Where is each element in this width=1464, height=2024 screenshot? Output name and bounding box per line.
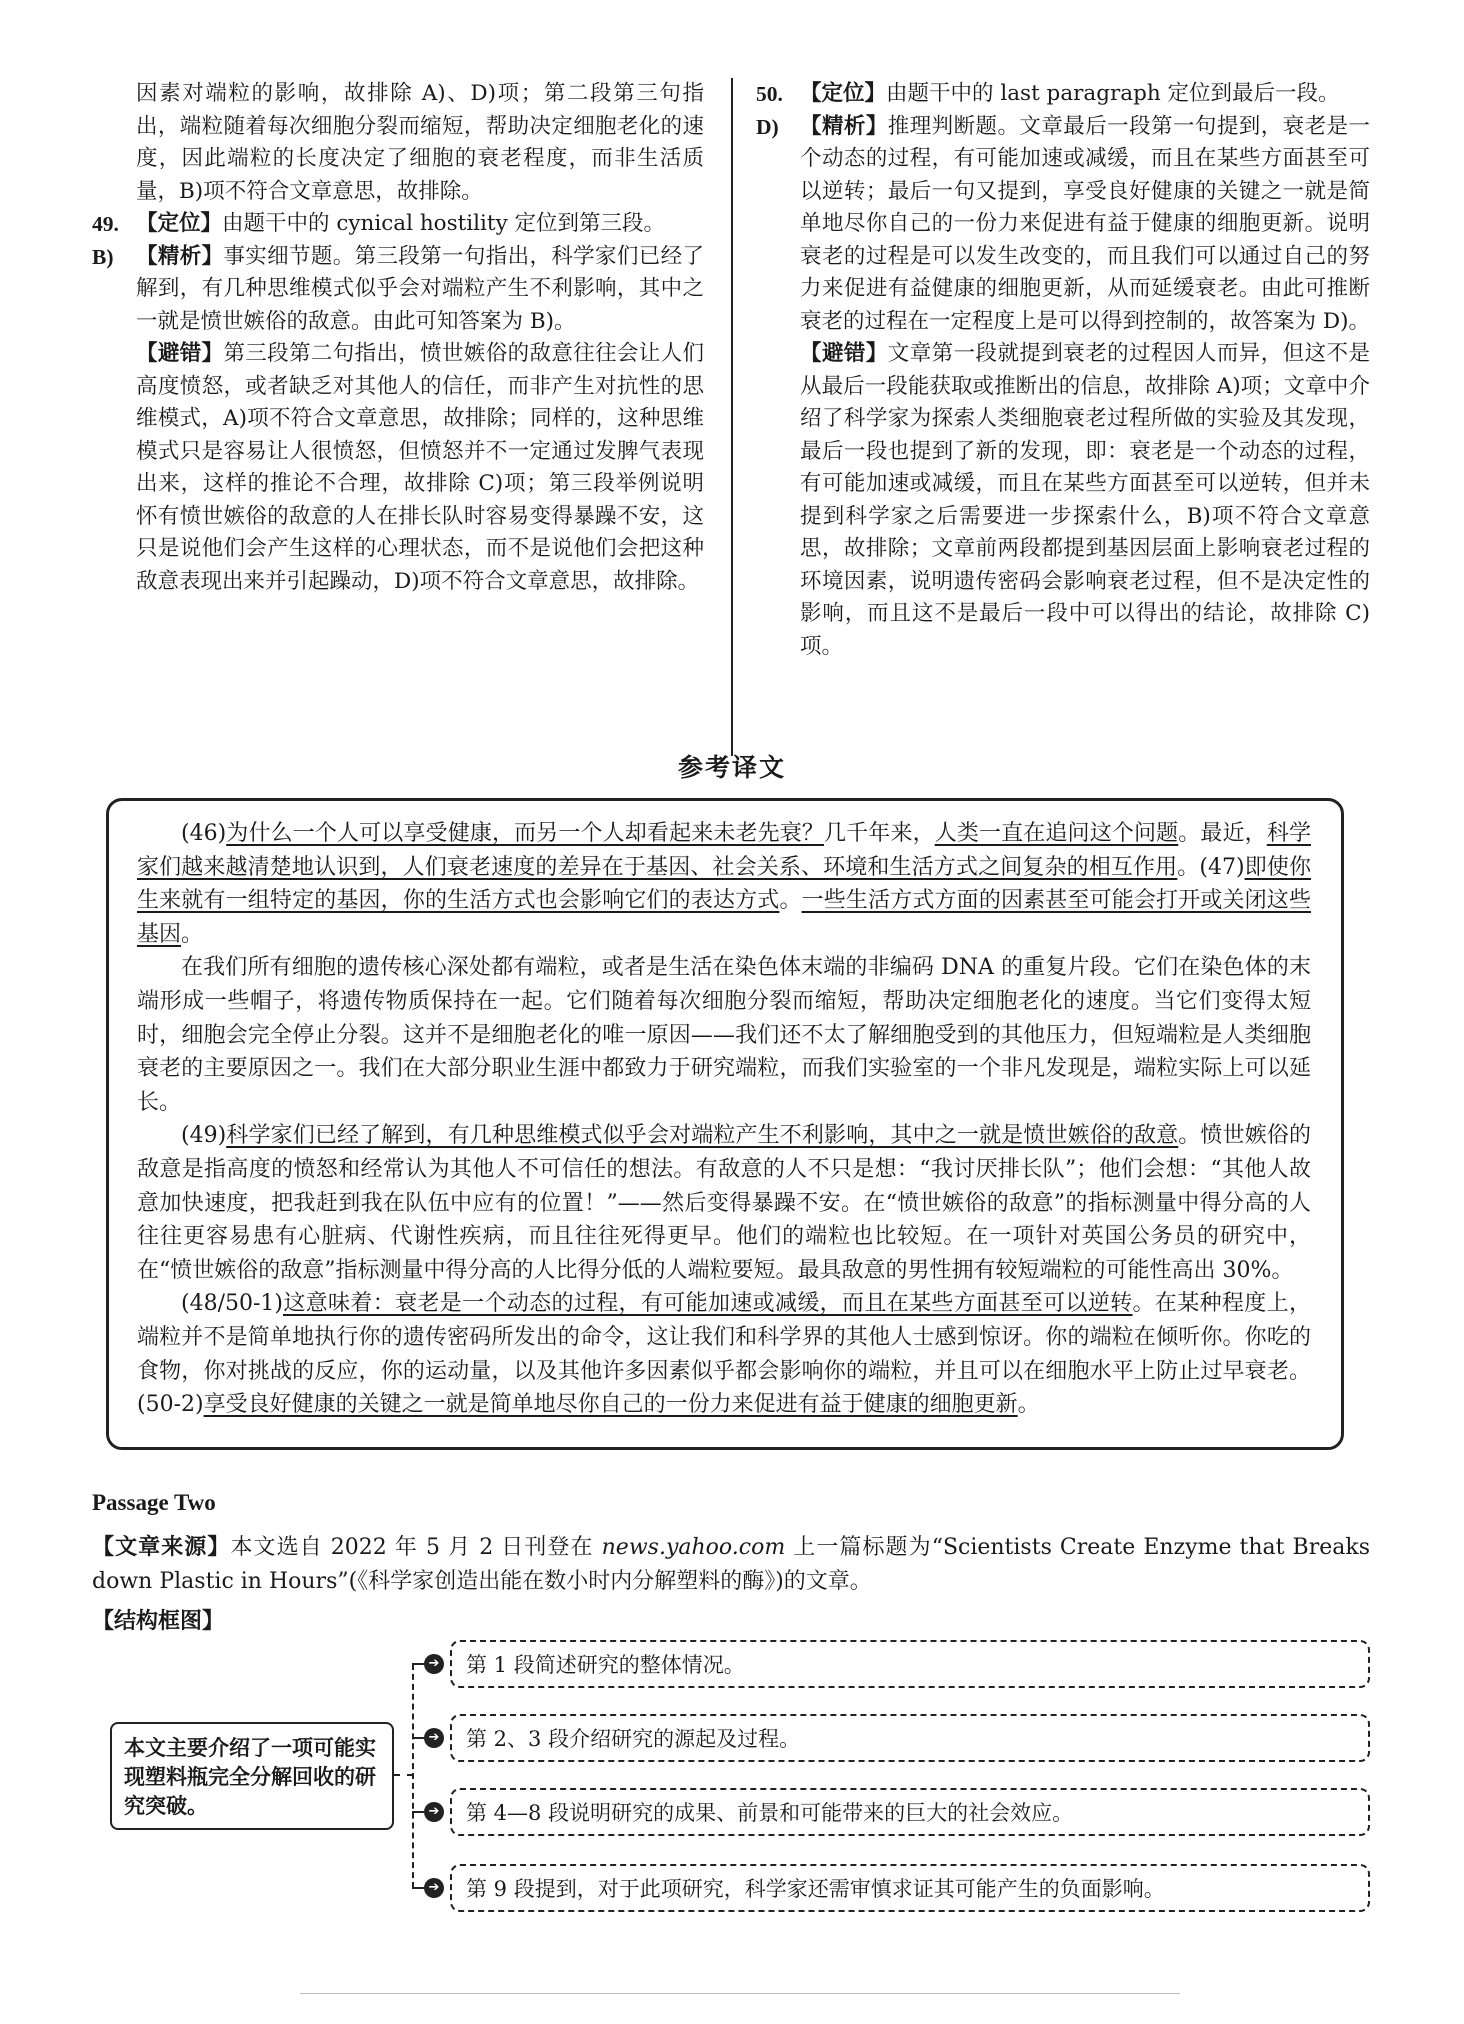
analysis-text: 事实细节题。第三段第一句指出，科学家们已经了解到，有几种思维模式似乎会对端粒产生不利影响，其中之一就是愤世嫉俗的敌意。由此可知答案为 B)。 (136, 243, 704, 334)
question-marker: (48/50-1) (181, 1291, 283, 1317)
answer-letter: D) (756, 114, 779, 139)
connector-horizontal (394, 1774, 413, 1776)
locate-tag: 【定位】 (136, 211, 223, 236)
source-tag: 【文章来源】 (92, 1534, 231, 1560)
left-column (92, 78, 704, 598)
question-number: 49. (92, 212, 119, 236)
question-marker: (46) (181, 821, 227, 846)
question-number: 50. (756, 82, 783, 106)
analysis-tag: 【精析】 (800, 113, 888, 139)
q49-analysis (92, 241, 704, 339)
underlined-answer: 为什么一个人可以享受健康，而另一个人却看起来未老先衰？ (226, 821, 825, 846)
text-segment: 。最近， (1178, 821, 1267, 846)
text-segment: 。在某种程度上，端粒并不是简单地执行你的遗传密码所发出的命令，这让我们和科学界的其他人士感到惊讶。你的端粒在倾听你。你吃的食物，你对挑战的反应，你的运动量，以及其他许多因素似乎都会影响你的端粒，并且可以在细胞水平上防止过早衰老。(50-2) (137, 1291, 1311, 1418)
analysis-tag: 【精析】 (136, 243, 224, 269)
underlined-answer: 一些生活方式方面的因素甚至可能会打开或关闭这些基因 (137, 888, 1311, 947)
underlined-answer: 科学家们越来越清楚地认识到，人们衰老速度的差异在于基因、社会关系、环境和生活方式之间复杂的相互作用 (137, 821, 1311, 880)
q50-locate (756, 78, 1370, 111)
question-marker: (49) (181, 1123, 227, 1149)
text-segment: 。愤世嫉俗的敌意是指高度的愤怒和经常认为其他人不可信任的想法。有敌意的人不只是想：“我讨厌排长队”；他们会想：“其他人故意加快速度，把我赶到我在队伍中应有的位置！”——然后变得暴躁不安。在“愤世嫉俗的敌意”的指标测量中得分高的人往往更容易患有心脏病、代谢性疾病，而且往往死得更早。他们的端粒也比较短。在一项针对英国公务员的研究中，在“愤世嫉俗的敌意”指标测量中得分高的人比得分低的人端粒要短。最具敌意的男性拥有较短端粒的可能性高出 30%。 (137, 1123, 1311, 1283)
arrow-icon: ➔ (412, 1802, 450, 1822)
footer-rule (300, 1993, 1180, 1994)
structure-branch-3 (412, 1786, 1370, 1838)
q50-avoid (756, 338, 1370, 663)
translation-paragraph-4 (137, 1287, 1311, 1421)
arrow-icon: ➔ (412, 1728, 450, 1748)
text-segment: 。 (181, 921, 204, 947)
text-segment: 。(47) (1177, 854, 1245, 880)
locate-text: 由题干中的 cynical hostility 定位到第三段。 (222, 211, 666, 236)
source-text: 本文选自 2022 年 5 月 2 日刊登在 (230, 1535, 602, 1560)
text-segment: 。 (779, 888, 802, 914)
source-site: news.yahoo.com (601, 1535, 786, 1560)
branch-box: 第 4—8 段说明研究的成果、前景和可能带来的巨大的社会效应。 (450, 1788, 1370, 1836)
underlined-answer: 即使你生来就有一组特定的基因，你的生活方式也会影响它们的表达方式 (137, 854, 1311, 914)
translation-paragraph-2: 在我们所有细胞的遗传核心深处都有端粒，或者是生活在染色体末端的非编码 DNA 的重复片段。它们在染色体的末端形成一些帽子，将遗传物质保持在一起。它们随着每次细胞分裂而缩短，帮助决定细胞老化的速度。当它们变得太短时，细胞会完全停止分裂。这并不是细胞老化的唯一原因——我们还不太了解细胞受到的其他压力，但短端粒是人类细胞衰老的主要原因之一。我们在大部分职业生涯中都致力于研究端粒，而我们实验室的一个非凡发现是，端粒实际上可以延长。 (137, 955, 1311, 1115)
branch-box: 第 1 段简述研究的整体情况。 (450, 1640, 1370, 1688)
structure-branch-4 (412, 1862, 1370, 1914)
structure-heading: 【结构框图】 (92, 1608, 225, 1634)
underlined-answer: 这意味着：衰老是一个动态的过程，有可能加速或减缓，而且在某些方面甚至可以逆转 (283, 1291, 1133, 1317)
translation-title: 参考译文 (677, 753, 786, 782)
locate-tag: 【定位】 (800, 81, 887, 106)
branch-box: 第 9 段提到，对于此项研究，科学家还需审慎求证其可能产生的负面影响。 (450, 1864, 1370, 1912)
arrow-icon: ➔ (412, 1878, 450, 1898)
passage-two-title: Passage Two (92, 1490, 216, 1515)
structure-branch-2 (412, 1712, 1370, 1764)
source-text: 上一篇标题为“Scientists Create Enzyme that Breaks down Plastic in Hours”(《科学家创造出能在数小时内分解塑料的酶》)的文章。 (92, 1535, 1371, 1594)
q49-avoid (92, 338, 704, 598)
connector-vertical (412, 1664, 414, 1888)
branch-box: 第 2、3 段介绍研究的源起及过程。 (450, 1714, 1370, 1762)
translation-paragraph-3 (137, 1119, 1311, 1287)
avoid-tag: 【避错】 (136, 341, 224, 366)
column-divider (731, 78, 733, 756)
q49-locate (92, 208, 704, 241)
summary-box: 本文主要介绍了一项可能实现塑料瓶完全分解回收的研究突破。 (110, 1722, 394, 1830)
avoid-tag: 【避错】 (800, 341, 888, 366)
arrow-icon: ➔ (412, 1654, 450, 1674)
underlined-answer: 科学家们已经了解到，有几种思维模式似乎会对端粒产生不利影响，其中之一就是愤世嫉俗的敌意 (226, 1123, 1179, 1149)
underlined-answer: 享受良好健康的关键之一就是简单地尽你自己的一份力来促进有益于健康的细胞更新 (203, 1392, 1018, 1418)
answer-letter: B) (92, 244, 114, 269)
underlined-answer: 人类一直在追问这个问题 (934, 821, 1179, 846)
analysis-text: 推理判断题。文章最后一段第一句提到，衰老是一个动态的过程，有可能加速或减缓，而且在某些方面甚至可以逆转；最后一句又提到，享受良好健康的关键之一就是简单地尽你自己的一份力来促进有益于健康的细胞更新。说明衰老的过程是可以发生改变的，而且我们可以通过自己的努力来促进有益健康的细胞更新，从而延缓衰老。由此可推断衰老的过程在一定程度上是可以得到控制的，故答案为 D)。 (800, 113, 1370, 334)
article-source (92, 1530, 1370, 1599)
q50-analysis (756, 111, 1370, 339)
q48-continuation: 因素对端粒的影响，故排除 A)、D)项；第二段第三句指出，端粒随着每次细胞分裂而缩短，帮助决定细胞老化的速度，因此端粒的长度决定了细胞的衰老程度，而非生活质量，B)项不符合文章意思，故排除。 (136, 81, 704, 204)
avoid-text: 第三段第二句指出，愤世嫉俗的敌意往往会让人们高度愤怒，或者缺乏对其他人的信任，而非产生对抗性的思维模式，A)项不符合文章意思，故排除；同样的，这种思维模式只是容易让人很愤怒，但愤怒并不一定通过发脾气表现出来，这样的推论不合理，故排除 C)项；第三段举例说明怀有愤世嫉俗的敌意的人在排长队时容易变得暴躁不安，这只是说他们会产生这样的心理状态，而不是说他们会把这种敌意表现出来并引起躁动，D)项不符合文章意思，故排除。 (136, 341, 704, 594)
structure-branch-1 (412, 1638, 1370, 1690)
translation-box (106, 798, 1344, 1450)
text-segment: 几千年来， (824, 821, 935, 846)
text-segment: 。 (1017, 1392, 1040, 1418)
translation-paragraph-1 (137, 817, 1311, 951)
avoid-text: 文章第一段就提到衰老的过程因人而异，但这不是从最后一段能获取或推断出的信息，故排除 A)项；文章中介绍了科学家为探索人类细胞衰老过程所做的实验及其发现，最后一段也提到了新的发现，即：衰老是一个动态的过程，有可能加速或减缓，而且在某些方面甚至可以逆转，但并未提到科学家之后需要进一步探索什么，B)项不符合文章意思，故排除；文章前两段都提到基因层面上影响衰老过程的环境因素，说明遗传密码会影响衰老过程，但不是决定性的影响，而且这不是最后一段中可以得出的结论，故排除 C)项。 (800, 341, 1370, 659)
right-column (756, 78, 1370, 663)
locate-text: 由题干中的 last paragraph 定位到最后一段。 (886, 81, 1340, 106)
